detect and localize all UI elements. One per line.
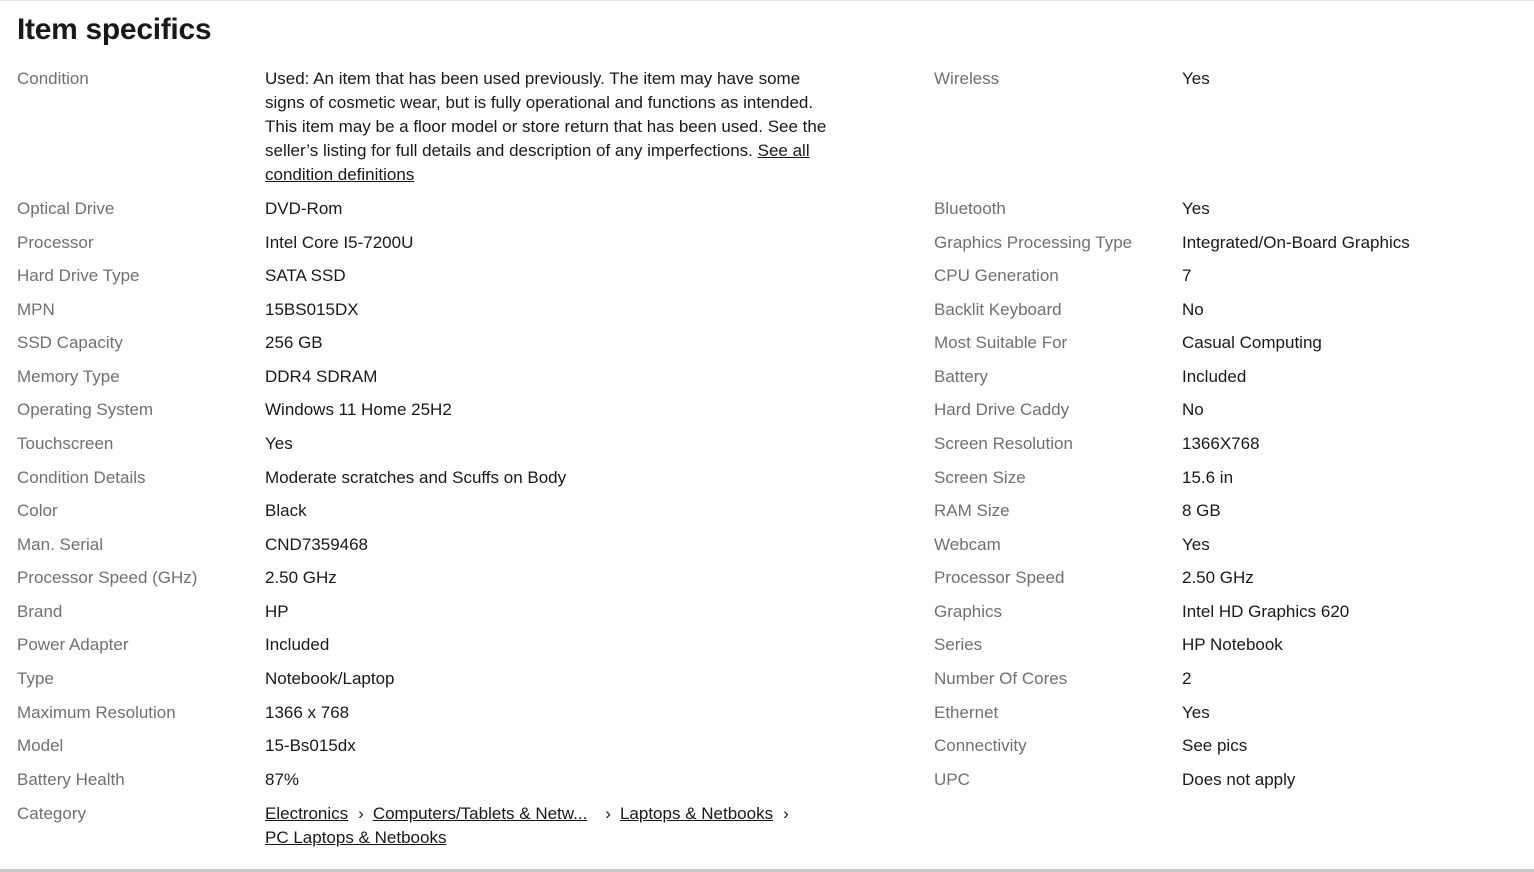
spec-value: SATA SSD [265, 266, 346, 285]
spec-value: Does not apply [1182, 770, 1296, 789]
chevron-right-icon: › [605, 804, 611, 823]
spec-value: No [1182, 400, 1204, 419]
spec-label: Connectivity [934, 736, 1027, 755]
spec-value: Yes [265, 434, 293, 453]
spec-label: Backlit Keyboard [934, 300, 1062, 319]
spec-label: Processor Speed (GHz) [17, 568, 198, 587]
spec-label: Webcam [934, 535, 1001, 554]
spec-value: 256 GB [265, 333, 323, 352]
spec-label: Graphics Processing Type [934, 233, 1133, 252]
spec-label: Most Suitable For [934, 333, 1068, 352]
spec-value: Included [265, 635, 330, 654]
section-title: Item specifics [17, 13, 212, 46]
condition-description [265, 67, 840, 187]
spec-value: 87% [265, 770, 300, 789]
spec-label: Type [17, 669, 54, 688]
spec-label: Ethernet [934, 703, 999, 722]
spec-label: Optical Drive [17, 199, 115, 218]
breadcrumb [265, 802, 865, 850]
spec-value: Casual Computing [1182, 333, 1322, 352]
spec-value: HP [265, 602, 289, 621]
spec-label: Series [934, 635, 983, 654]
spec-label: Hard Drive Caddy [934, 400, 1070, 419]
spec-label: Battery Health [17, 770, 125, 789]
spec-label: Number Of Cores [934, 669, 1068, 688]
spec-value: Windows 11 Home 25H2 [265, 400, 452, 419]
spec-value: Intel Core I5-7200U [265, 233, 414, 252]
spec-label: Processor Speed [934, 568, 1065, 587]
spec-value: CND7359468 [265, 535, 369, 554]
spec-label: Brand [17, 602, 63, 621]
spec-value: 2.50 GHz [1182, 568, 1254, 587]
spec-label: Condition [17, 69, 89, 88]
spec-value: 2.50 GHz [265, 568, 337, 587]
chevron-right-icon: › [783, 804, 789, 823]
spec-value: Yes [1182, 703, 1210, 722]
spec-value: 8 GB [1182, 501, 1221, 520]
spec-label: Maximum Resolution [17, 703, 176, 722]
spec-label: Processor [17, 233, 94, 252]
spec-label: UPC [934, 770, 970, 789]
spec-value: HP Notebook [1182, 635, 1283, 654]
spec-value: Notebook/Laptop [265, 669, 395, 688]
spec-value: 7 [1182, 266, 1192, 285]
spec-value: Intel HD Graphics 620 [1182, 602, 1350, 621]
spec-label: Hard Drive Type [17, 266, 140, 285]
spec-value: See pics [1182, 736, 1248, 755]
spec-value: 2 [1182, 669, 1192, 688]
spec-value: 1366X768 [1182, 434, 1260, 453]
spec-label: Power Adapter [17, 635, 129, 654]
breadcrumb-computers-tablets[interactable]: Computers/Tablets & Netw... [372, 804, 588, 823]
spec-value: DVD-Rom [265, 199, 343, 218]
spec-value: Yes [1182, 535, 1210, 554]
spec-label: Man. Serial [17, 535, 103, 554]
spec-label: Color [17, 501, 58, 520]
spec-value: DDR4 SDRAM [265, 367, 378, 386]
chevron-right-icon: › [358, 804, 364, 823]
breadcrumb-pc-laptops-netbooks[interactable]: PC Laptops & Netbooks [265, 828, 447, 847]
spec-label: Screen Resolution [934, 434, 1073, 453]
spec-label: Touchscreen [17, 434, 114, 453]
spec-value: Yes [1182, 199, 1210, 218]
spec-value: No [1182, 300, 1204, 319]
breadcrumb-electronics[interactable]: Electronics [265, 804, 349, 823]
spec-value: Yes [1182, 69, 1210, 88]
condition-definitions-link[interactable]: See all condition definitions [265, 141, 810, 184]
spec-label: CPU Generation [934, 266, 1059, 285]
condition-text: Used: An item that has been used previously. The item may have some signs of cosmetic wear, but is fully operational and functions as intended. This item may be a floor model or store return that has been used. See the seller’s listing for full details and description of any imperfections. [265, 69, 827, 160]
spec-value: Moderate scratches and Scuffs on Body [265, 468, 567, 487]
breadcrumb-laptops-netbooks[interactable]: Laptops & Netbooks [619, 804, 774, 823]
spec-label: Category [17, 804, 86, 823]
spec-label: Memory Type [17, 367, 120, 386]
spec-label: Operating System [17, 400, 154, 419]
spec-label: Battery [934, 367, 988, 386]
spec-value: 15.6 in [1182, 468, 1234, 487]
spec-label: Condition Details [17, 468, 146, 487]
spec-value: Integrated/On-Board Graphics [1182, 233, 1410, 252]
spec-value: 15-Bs015dx [265, 736, 356, 755]
spec-label: Graphics [934, 602, 1003, 621]
spec-value: Black [265, 501, 307, 520]
spec-label: Bluetooth [934, 199, 1006, 218]
spec-value: Included [1182, 367, 1247, 386]
spec-label: MPN [17, 300, 55, 319]
spec-label: RAM Size [934, 501, 1010, 520]
spec-label: Screen Size [934, 468, 1026, 487]
spec-label: SSD Capacity [17, 333, 123, 352]
spec-value: 15BS015DX [265, 300, 359, 319]
spec-value: 1366 x 768 [265, 703, 350, 722]
spec-label: Model [17, 736, 64, 755]
spec-label: Wireless [934, 69, 1000, 88]
